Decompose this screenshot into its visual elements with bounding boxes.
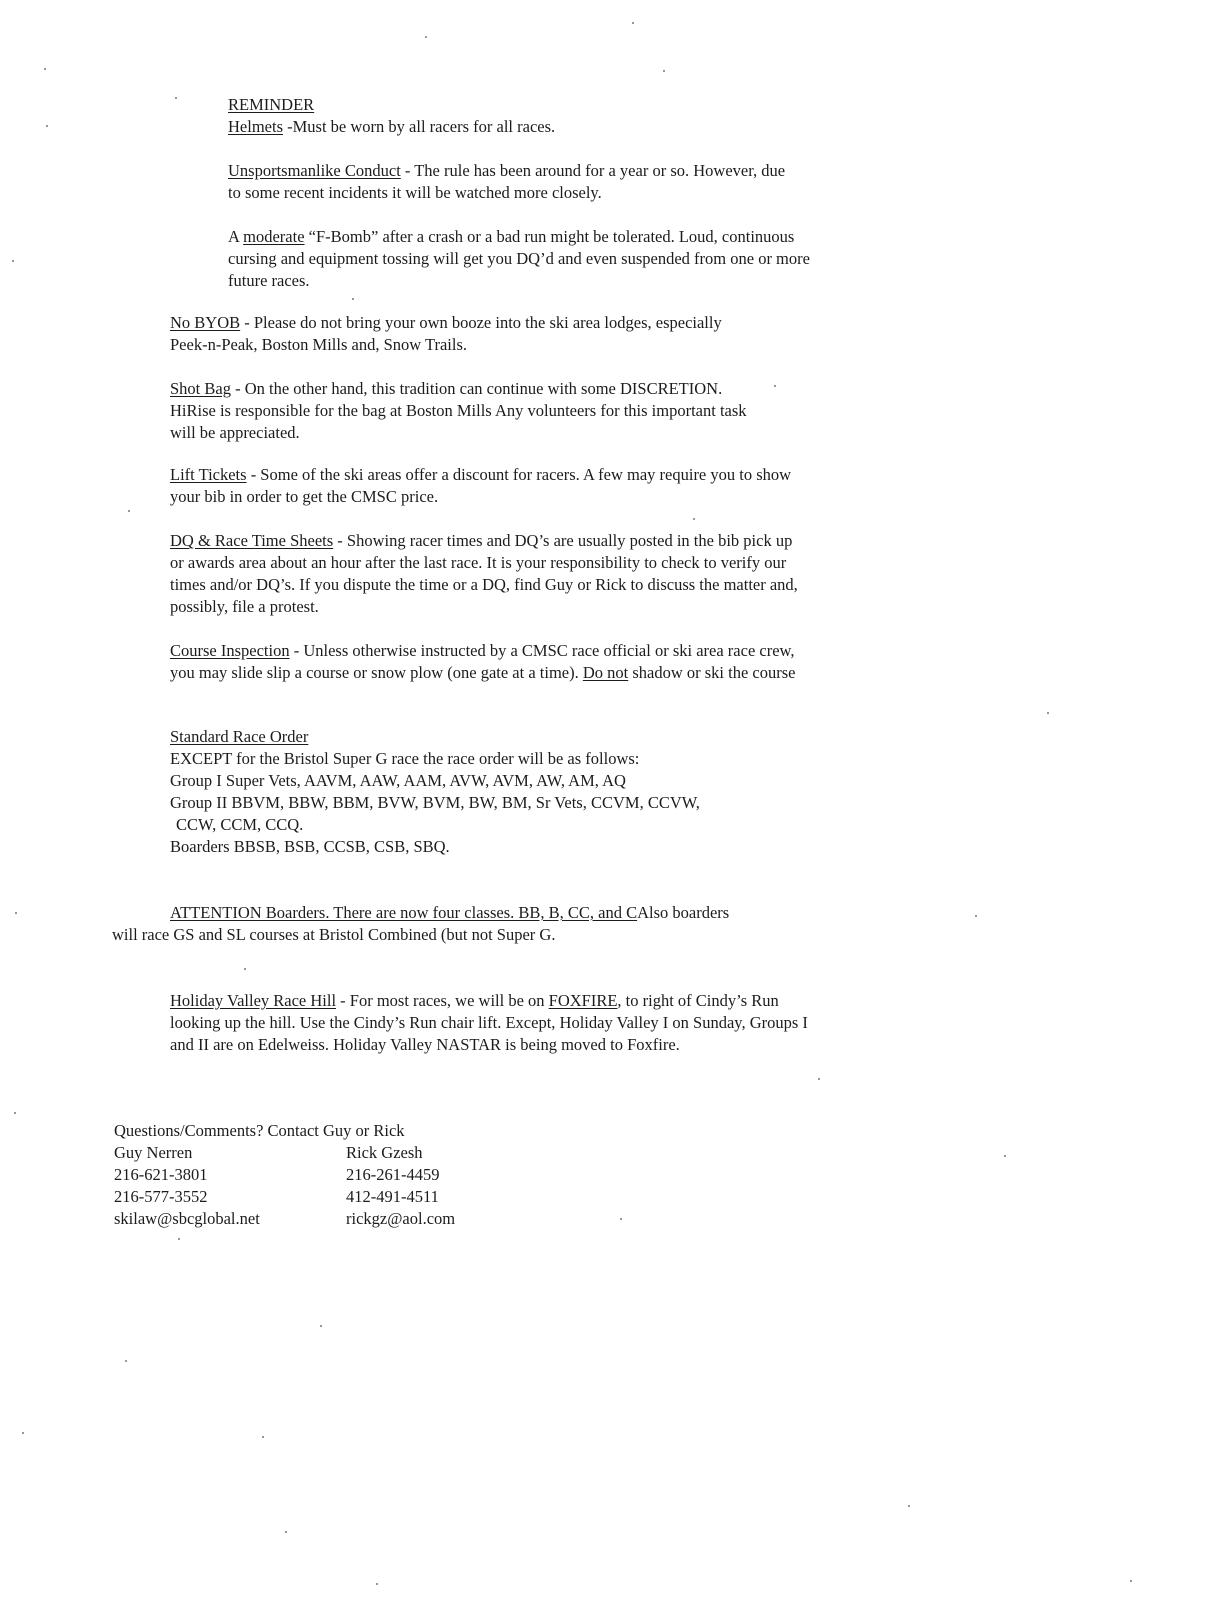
moderate-label: moderate — [243, 227, 305, 246]
dq-paragraph — [170, 530, 810, 618]
contact-heading: Questions/Comments? Contact Guy or Rick — [114, 1121, 405, 1140]
course-inspection-text: - Unless otherwise instructed by a CMSC race official or ski area race crew, you may slide slip a course or snow plow (one gate at a time). — [170, 641, 795, 682]
f-bomb-paragraph — [228, 226, 818, 292]
scan-speck — [285, 1531, 287, 1533]
scan-speck — [632, 22, 634, 24]
holiday-valley-label: Holiday Valley Race Hill — [170, 991, 337, 1010]
scan-speck — [693, 518, 695, 520]
guy-phone2: 216-577-3552 — [114, 1187, 208, 1206]
rick-phone1: 216-261-4459 — [346, 1165, 440, 1184]
shot-bag-label: Shot Bag — [170, 379, 231, 398]
guy-name: Guy Nerren — [114, 1143, 193, 1162]
attention-label: ATTENTION Boarders. There are now four classes. BB, B, CC, and C — [170, 903, 638, 922]
scan-speck — [908, 1505, 910, 1507]
do-not-label: Do not — [582, 663, 629, 682]
scan-speck — [178, 1238, 180, 1240]
contact-row-phone2 — [114, 1186, 586, 1208]
rick-name: Rick Gzesh — [346, 1143, 423, 1162]
scan-speck — [774, 385, 776, 387]
helmets-label: Helmets — [228, 117, 283, 136]
byob-text: - Please do not bring your own booze into the ski area lodges, especially Peek-n-Peak, Boston Mills and, Snow Trails. — [170, 313, 722, 354]
scan-speck — [175, 97, 177, 99]
lift-tickets-label: Lift Tickets — [170, 465, 247, 484]
scan-speck — [1047, 712, 1049, 714]
scan-speck — [12, 260, 14, 262]
course-inspection-paragraph — [170, 640, 810, 684]
dq-text: - Showing racer times and DQ’s are usually posted in the bib pick up or awards area about an hour after the last race. It is your responsibility to check to verify our times and/or DQ’s. If you dispute the time or a DQ, find Guy or Rick to discuss the matter and, possibly, file a protest. — [170, 531, 798, 616]
lift-tickets-text: - Some of the ski areas offer a discount for racers. A few may require you to show your bib in order to get the CMSC price. — [170, 465, 792, 506]
race-order-line3: Group II BBVM, BBW, BBM, BVW, BVM, BW, BM, Sr Vets, CCVM, CCVW, — [170, 793, 700, 812]
race-order-line4: CCW, CCM, CCQ. — [176, 815, 304, 834]
scan-speck — [128, 510, 130, 512]
race-order-section — [170, 726, 830, 858]
scan-speck — [14, 1112, 16, 1114]
scan-speck — [22, 1432, 24, 1434]
scan-speck — [46, 125, 48, 127]
scan-speck — [244, 968, 246, 970]
scan-speck — [425, 36, 427, 38]
scan-speck — [376, 1583, 378, 1585]
scan-speck — [15, 912, 17, 914]
scan-speck — [44, 68, 46, 70]
shot-bag-paragraph — [170, 378, 750, 444]
contact-row-names — [114, 1142, 586, 1164]
course-inspection-text-end: shadow or ski the course — [628, 663, 796, 682]
scan-speck — [975, 915, 977, 917]
reminder-heading: REMINDER — [228, 95, 315, 114]
f-bomb-text: “F-Bomb” after a crash or a bad run might be tolerated. Loud, continuous cursing and equipment tossing will get you DQ’d and even suspended from one or more future races. — [228, 227, 810, 290]
race-order-label: Standard Race Order — [170, 727, 309, 746]
guy-phone1: 216-621-3801 — [114, 1165, 208, 1184]
scan-speck — [320, 1325, 322, 1327]
course-inspection-label: Course Inspection — [170, 641, 290, 660]
race-order-line5: Boarders BBSB, BSB, CCSB, CSB, SBQ. — [170, 837, 450, 856]
scan-speck — [818, 1078, 820, 1080]
contact-row-email — [114, 1208, 586, 1230]
byob-paragraph — [170, 312, 740, 356]
f-bomb-prefix: A — [228, 227, 244, 246]
holiday-valley-text: - For most races, we will be on — [336, 991, 549, 1010]
unsportsmanlike-paragraph — [228, 160, 788, 204]
contact-block — [114, 1120, 586, 1230]
lift-tickets-paragraph — [170, 464, 810, 508]
scan-speck — [1130, 1580, 1132, 1582]
race-order-line1: EXCEPT for the Bristol Super G race the race order will be as follows: — [170, 749, 640, 768]
attention-text: Also boarders will race GS and SL courses at Bristol Combined (but not Super G. — [112, 903, 730, 944]
scan-speck — [1004, 1155, 1006, 1157]
contact-row-phone1 — [114, 1164, 586, 1186]
holiday-valley-paragraph — [170, 990, 810, 1056]
shot-bag-text: - On the other hand, this tradition can continue with some DISCRETION. HiRise is responsible for the bag at Boston Mills Any volunteers for this important task will be appreciated. — [170, 379, 747, 442]
rick-email: rickgz@aol.com — [346, 1209, 456, 1228]
rick-phone2: 412-491-4511 — [346, 1187, 439, 1206]
scan-speck — [663, 70, 665, 72]
attention-paragraph — [112, 902, 752, 946]
foxfire-label: FOXFIRE — [548, 991, 618, 1010]
helmets-text: -Must be worn by all racers for all races. — [283, 117, 556, 136]
holiday-valley-text-end: , to right of Cindy’s Run looking up the hill. Use the Cindy’s Run chair lift. Except, Holiday Valley I on Sunday, Groups I and II are on Edelweiss. Holiday Valley NASTAR is being moved to Foxfire. — [170, 991, 808, 1054]
unsportsmanlike-label: Unsportsmanlike Conduct — [228, 161, 401, 180]
byob-label: No BYOB — [170, 313, 241, 332]
reminder-section — [228, 94, 828, 138]
race-order-line2: Group I Super Vets, AAVM, AAW, AAM, AVW, AVM, AW, AM, AQ — [170, 771, 626, 790]
scan-speck — [262, 1436, 264, 1438]
dq-label: DQ & Race Time Sheets — [170, 531, 334, 550]
scan-speck — [620, 1218, 622, 1220]
guy-email: skilaw@sbcglobal.net — [114, 1209, 260, 1228]
scan-speck — [352, 298, 354, 300]
scan-speck — [125, 1360, 127, 1362]
unsportsmanlike-text: - The rule has been around for a year or so. However, due to some recent incidents it will be watched more closely. — [228, 161, 786, 202]
